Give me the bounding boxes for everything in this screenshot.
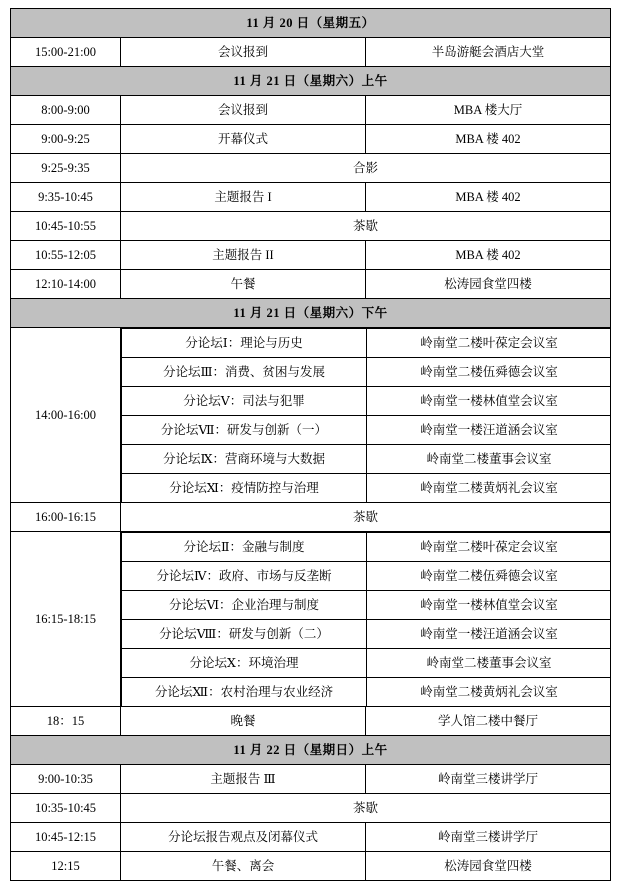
row-venue: 松涛园食堂四楼 <box>366 270 611 299</box>
session-venue: 岭南堂二楼叶葆定会议室 <box>367 533 611 562</box>
session-title: 分论坛Ⅻ：农村治理与农业经济 <box>122 678 367 707</box>
row-time: 15:00-21:00 <box>11 38 121 67</box>
table-row <box>11 823 611 852</box>
table-row <box>11 707 611 736</box>
session-title: 分论坛Ⅱ：金融与制度 <box>122 533 367 562</box>
row-time: 12:15 <box>11 852 121 881</box>
row-venue: MBA 楼 402 <box>366 125 611 154</box>
row-venue: MBA 楼 402 <box>366 241 611 270</box>
session-title: 分论坛Ⅺ：疫情防控与治理 <box>122 474 367 503</box>
row-time: 16:00-16:15 <box>11 503 121 532</box>
row-activity: 合影 <box>121 154 611 183</box>
session-row <box>122 591 611 620</box>
table-row <box>11 241 611 270</box>
session-title: 分论坛Ⅹ：环境治理 <box>122 649 367 678</box>
row-venue: 岭南堂三楼讲学厅 <box>366 823 611 852</box>
session-row <box>122 474 611 503</box>
row-time: 14:00-16:00 <box>11 328 121 503</box>
session-venue: 岭南堂一楼林值堂会议室 <box>367 387 611 416</box>
session-row <box>122 533 611 562</box>
table-row <box>11 765 611 794</box>
row-time: 10:45-10:55 <box>11 212 121 241</box>
row-activity: 会议报到 <box>121 38 366 67</box>
row-time: 9:25-9:35 <box>11 154 121 183</box>
row-activity: 茶歇 <box>121 503 611 532</box>
session-title: 分论坛Ⅵ：企业治理与制度 <box>122 591 367 620</box>
session-title: 分论坛Ⅶ：研发与创新（一） <box>122 416 367 445</box>
session-title: 分论坛Ⅷ：研发与创新（二） <box>122 620 367 649</box>
section-header-label: 11 月 21 日（星期六）上午 <box>11 67 611 96</box>
row-activity: 晚餐 <box>121 707 366 736</box>
session-row <box>122 678 611 707</box>
row-venue: 学人馆二楼中餐厅 <box>366 707 611 736</box>
session-title: 分论坛Ⅳ：政府、市场与反垄断 <box>122 562 367 591</box>
row-time: 9:00-10:35 <box>11 765 121 794</box>
session-venue: 岭南堂二楼伍舜德会议室 <box>367 562 611 591</box>
row-venue: 半岛游艇会酒店大堂 <box>366 38 611 67</box>
section-header-label: 11 月 22 日（星期日）上午 <box>11 736 611 765</box>
session-venue: 岭南堂一楼汪道涵会议室 <box>367 416 611 445</box>
session-venue: 岭南堂一楼汪道涵会议室 <box>367 620 611 649</box>
section-header-row <box>11 736 611 765</box>
table-row-group <box>11 532 611 707</box>
row-activity: 午餐、离会 <box>121 852 366 881</box>
table-row-group <box>11 328 611 503</box>
row-venue: MBA 楼大厅 <box>366 96 611 125</box>
row-venue: MBA 楼 402 <box>366 183 611 212</box>
row-time: 9:35-10:45 <box>11 183 121 212</box>
row-activity: 茶歇 <box>121 794 611 823</box>
row-activity: 茶歇 <box>121 212 611 241</box>
table-row <box>11 96 611 125</box>
row-time: 10:55-12:05 <box>11 241 121 270</box>
row-activity: 开幕仪式 <box>121 125 366 154</box>
row-time: 10:45-12:15 <box>11 823 121 852</box>
row-time: 9:00-9:25 <box>11 125 121 154</box>
row-venue: 岭南堂三楼讲学厅 <box>366 765 611 794</box>
row-activity: 会议报到 <box>121 96 366 125</box>
row-time: 12:10-14:00 <box>11 270 121 299</box>
session-row <box>122 445 611 474</box>
table-row <box>11 38 611 67</box>
table-row <box>11 212 611 241</box>
row-venue: 松涛园食堂四楼 <box>366 852 611 881</box>
table-row <box>11 270 611 299</box>
session-row <box>122 416 611 445</box>
session-title: 分论坛Ⅸ：营商环境与大数据 <box>122 445 367 474</box>
section-header-label: 11 月 21 日（星期六）下午 <box>11 299 611 328</box>
session-venue: 岭南堂二楼董事会议室 <box>367 649 611 678</box>
table-row <box>11 183 611 212</box>
section-header-row <box>11 9 611 38</box>
table-row <box>11 125 611 154</box>
row-activity: 午餐 <box>121 270 366 299</box>
session-row <box>122 358 611 387</box>
session-title: 分论坛Ⅴ：司法与犯罪 <box>122 387 367 416</box>
session-row <box>122 649 611 678</box>
row-time: 10:35-10:45 <box>11 794 121 823</box>
session-venue: 岭南堂一楼林值堂会议室 <box>367 591 611 620</box>
row-activity: 主题报告 II <box>121 241 366 270</box>
table-row <box>11 852 611 881</box>
schedule-table <box>10 8 611 881</box>
session-row <box>122 620 611 649</box>
section-header-label: 11 月 20 日（星期五） <box>11 9 611 38</box>
row-time: 16:15-18:15 <box>11 532 121 707</box>
row-time: 8:00-9:00 <box>11 96 121 125</box>
session-venue: 岭南堂二楼黄炳礼会议室 <box>367 474 611 503</box>
session-row <box>122 329 611 358</box>
row-time: 18：15 <box>11 707 121 736</box>
session-venue: 岭南堂二楼叶葆定会议室 <box>367 329 611 358</box>
parallel-session-block <box>121 328 611 503</box>
session-venue: 岭南堂二楼董事会议室 <box>367 445 611 474</box>
table-row <box>11 503 611 532</box>
section-header-row <box>11 299 611 328</box>
table-row <box>11 154 611 183</box>
row-activity: 主题报告 I <box>121 183 366 212</box>
row-activity: 主题报告 Ⅲ <box>121 765 366 794</box>
session-row <box>122 562 611 591</box>
table-row <box>11 794 611 823</box>
session-venue: 岭南堂二楼伍舜德会议室 <box>367 358 611 387</box>
session-title: 分论坛Ⅲ：消费、贫困与发展 <box>122 358 367 387</box>
parallel-session-block <box>121 532 611 707</box>
schedule-body <box>11 9 611 881</box>
session-title: 分论坛Ⅰ：理论与历史 <box>122 329 367 358</box>
session-row <box>122 387 611 416</box>
session-venue: 岭南堂二楼黄炳礼会议室 <box>367 678 611 707</box>
section-header-row <box>11 67 611 96</box>
row-activity: 分论坛报告观点及闭幕仪式 <box>121 823 366 852</box>
